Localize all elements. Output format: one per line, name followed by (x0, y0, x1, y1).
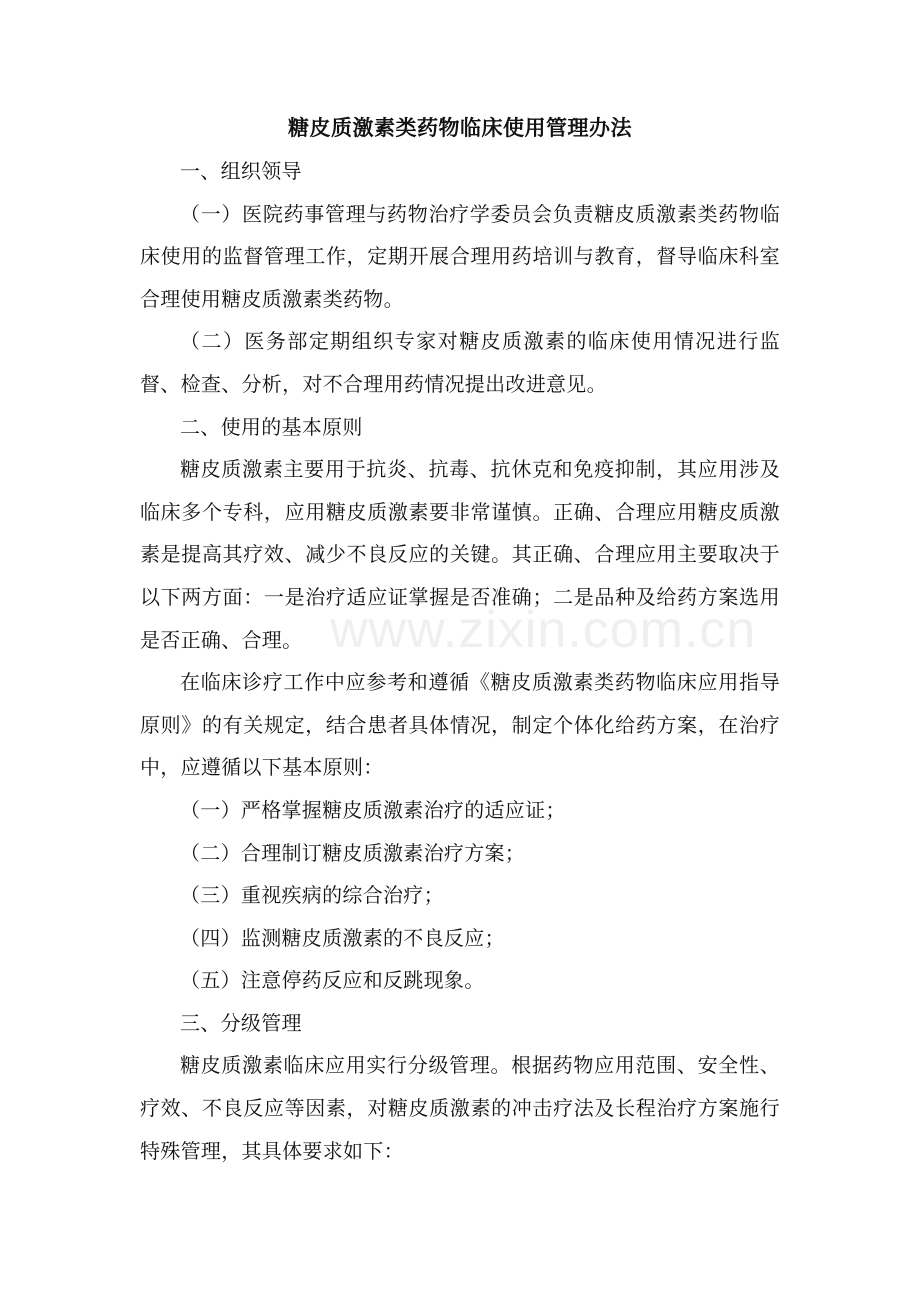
paragraph-guideline-reference: 在临床诊疗工作中应参考和遵循《糖皮质激素类药物临床应用指导原则》的有关规定，结合患者具体情况，制定个体化给药方案，在治疗中，应遵循以下基本原则： (140, 670, 780, 780)
document-title: 糖皮质激素类药物临床使用管理办法 (288, 115, 632, 140)
list-item-adverse-monitor: （四）监测糖皮质激素的不良反应； (180, 925, 505, 950)
paragraph-usage-overview: 糖皮质激素主要用于抗炎、抗毒、抗休克和免疫抑制，其应用涉及临床多个专科，应用糖皮质激素要非常谨慎。正确、合理应用糖皮质激素是提高其疗效、减少不良反应的关键。其正确、合理应用主要取决于以下两方面：一是治疗适应证掌握是否准确；二是品种及给药方案选用是否正确、合理。 (140, 457, 780, 652)
list-item-comprehensive: （三）重视疾病的综合治疗； (180, 883, 444, 908)
list-item-withdrawal: （五）注意停药反应和反跳现象。 (180, 968, 485, 993)
section-heading-tiered-management: 三、分级管理 (180, 1010, 302, 1035)
site-watermark: www.zixin.com.cn (330, 601, 757, 659)
section-heading-basic-principles: 二、使用的基本原则 (180, 414, 363, 439)
list-item-indication: （一）严格掌握糖皮质激素治疗的适应证； (180, 797, 566, 822)
list-item-regimen: （二）合理制订糖皮质激素治疗方案； (180, 840, 526, 865)
document-body (140, 150, 780, 1172)
paragraph-tiered-management: 糖皮质激素临床应用实行分级管理。根据药物应用范围、安全性、疗效、不良反应等因素，对糖皮质激素的冲击疗法及长程治疗方案施行特殊管理，其具体要求如下： (140, 1053, 780, 1163)
paragraph-medical-dept-duty: （二）医务部定期组织专家对糖皮质激素的临床使用情况进行监督、检查、分析，对不合理用药情况提出改进意见。 (140, 329, 780, 396)
section-heading-organization: 一、组织领导 (180, 159, 302, 183)
paragraph-committee-duty: （一）医院药事管理与药物治疗学委员会负责糖皮质激素类药物临床使用的监督管理工作，定期开展合理用药培训与教育，督导临床科室合理使用糖皮质激素类药物。 (140, 201, 780, 311)
